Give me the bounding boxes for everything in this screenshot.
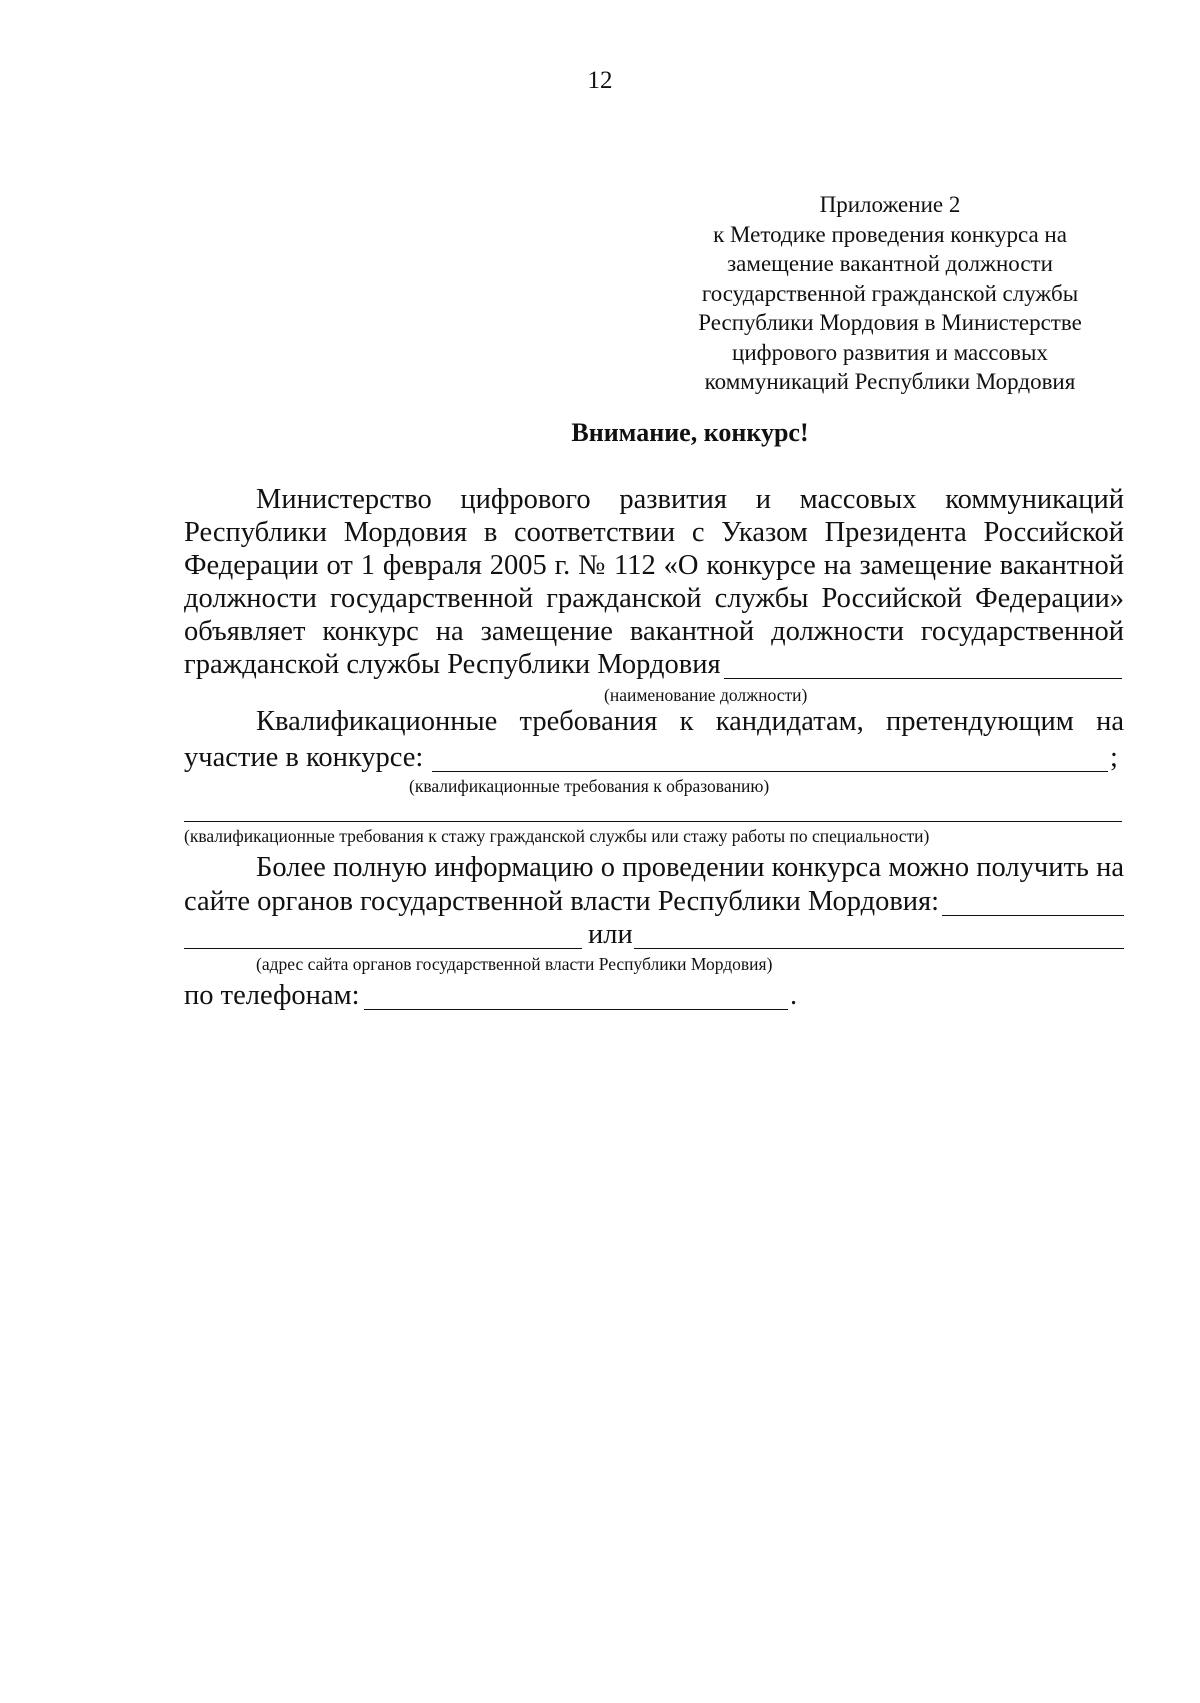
document-heading: Внимание, конкурс! (571, 418, 809, 447)
info-line: сайте органов государственной власти Республики Мордовия: (184, 886, 940, 917)
or-word: или (588, 919, 633, 950)
appendix-line: Республики Мордовия в Министерстве (698, 310, 1082, 335)
education-caption: (квалификационные требования к образованию) (409, 776, 770, 796)
announcement-line: Министерство цифрового развития и массовых коммуникаций (256, 484, 1124, 515)
position-name-blank[interactable] (724, 678, 1122, 679)
qualifications-line: участие в конкурсе: (184, 742, 424, 773)
appendix-line: государственной гражданской службы (701, 280, 1079, 306)
info-line: Более полную информацию о проведении конкурса можно получить на (256, 852, 1124, 883)
appendix-line: замещение вакантной должности (727, 251, 1053, 276)
announcement-line: гражданской службы Республики Мордовия (184, 649, 721, 680)
announcement-line: Республики Мордовия в соответствии с Указом Президента Российской (184, 517, 1124, 548)
site-caption: (адрес сайта органов государственной власти Республики Мордовия) (256, 954, 773, 974)
website-blank-3[interactable] (634, 948, 1124, 949)
experience-requirements-blank[interactable] (184, 821, 1122, 822)
qualifications-line: Квалификационные требования к кандидатам, претендующим на (256, 706, 1124, 737)
semicolon: ; (1110, 742, 1118, 773)
appendix-line: коммуникаций Республики Мордовия (704, 369, 1076, 394)
position-caption: (наименование должности) (604, 685, 808, 705)
phones-label: по телефонам: (184, 980, 360, 1011)
appendix-line: цифрового развития и массовых (732, 339, 1048, 365)
appendix-line: к Методике проведения конкурса на (713, 221, 1067, 247)
page-number: 12 (587, 67, 613, 94)
announcement-line: Федерации от 1 февраля 2005 г. № 112 «О конкурсе на замещение вакантной (184, 550, 1124, 581)
announcement-line: должности государственной гражданской службы Российской Федерации» (184, 583, 1124, 614)
announcement-line: объявляет конкурс на замещение вакантной должности государственной (184, 616, 1124, 647)
phones-blank[interactable] (364, 1009, 788, 1010)
experience-caption: (квалификационные требования к стажу гражданской службы или стажу работы по специальности) (184, 826, 930, 846)
website-blank-1[interactable] (942, 915, 1124, 916)
education-requirements-blank[interactable] (432, 771, 1108, 772)
phones-period: . (790, 980, 798, 1011)
website-blank-2[interactable] (184, 948, 582, 949)
appendix-line: Приложение 2 (819, 192, 961, 217)
appendix-reference (670, 190, 1110, 397)
